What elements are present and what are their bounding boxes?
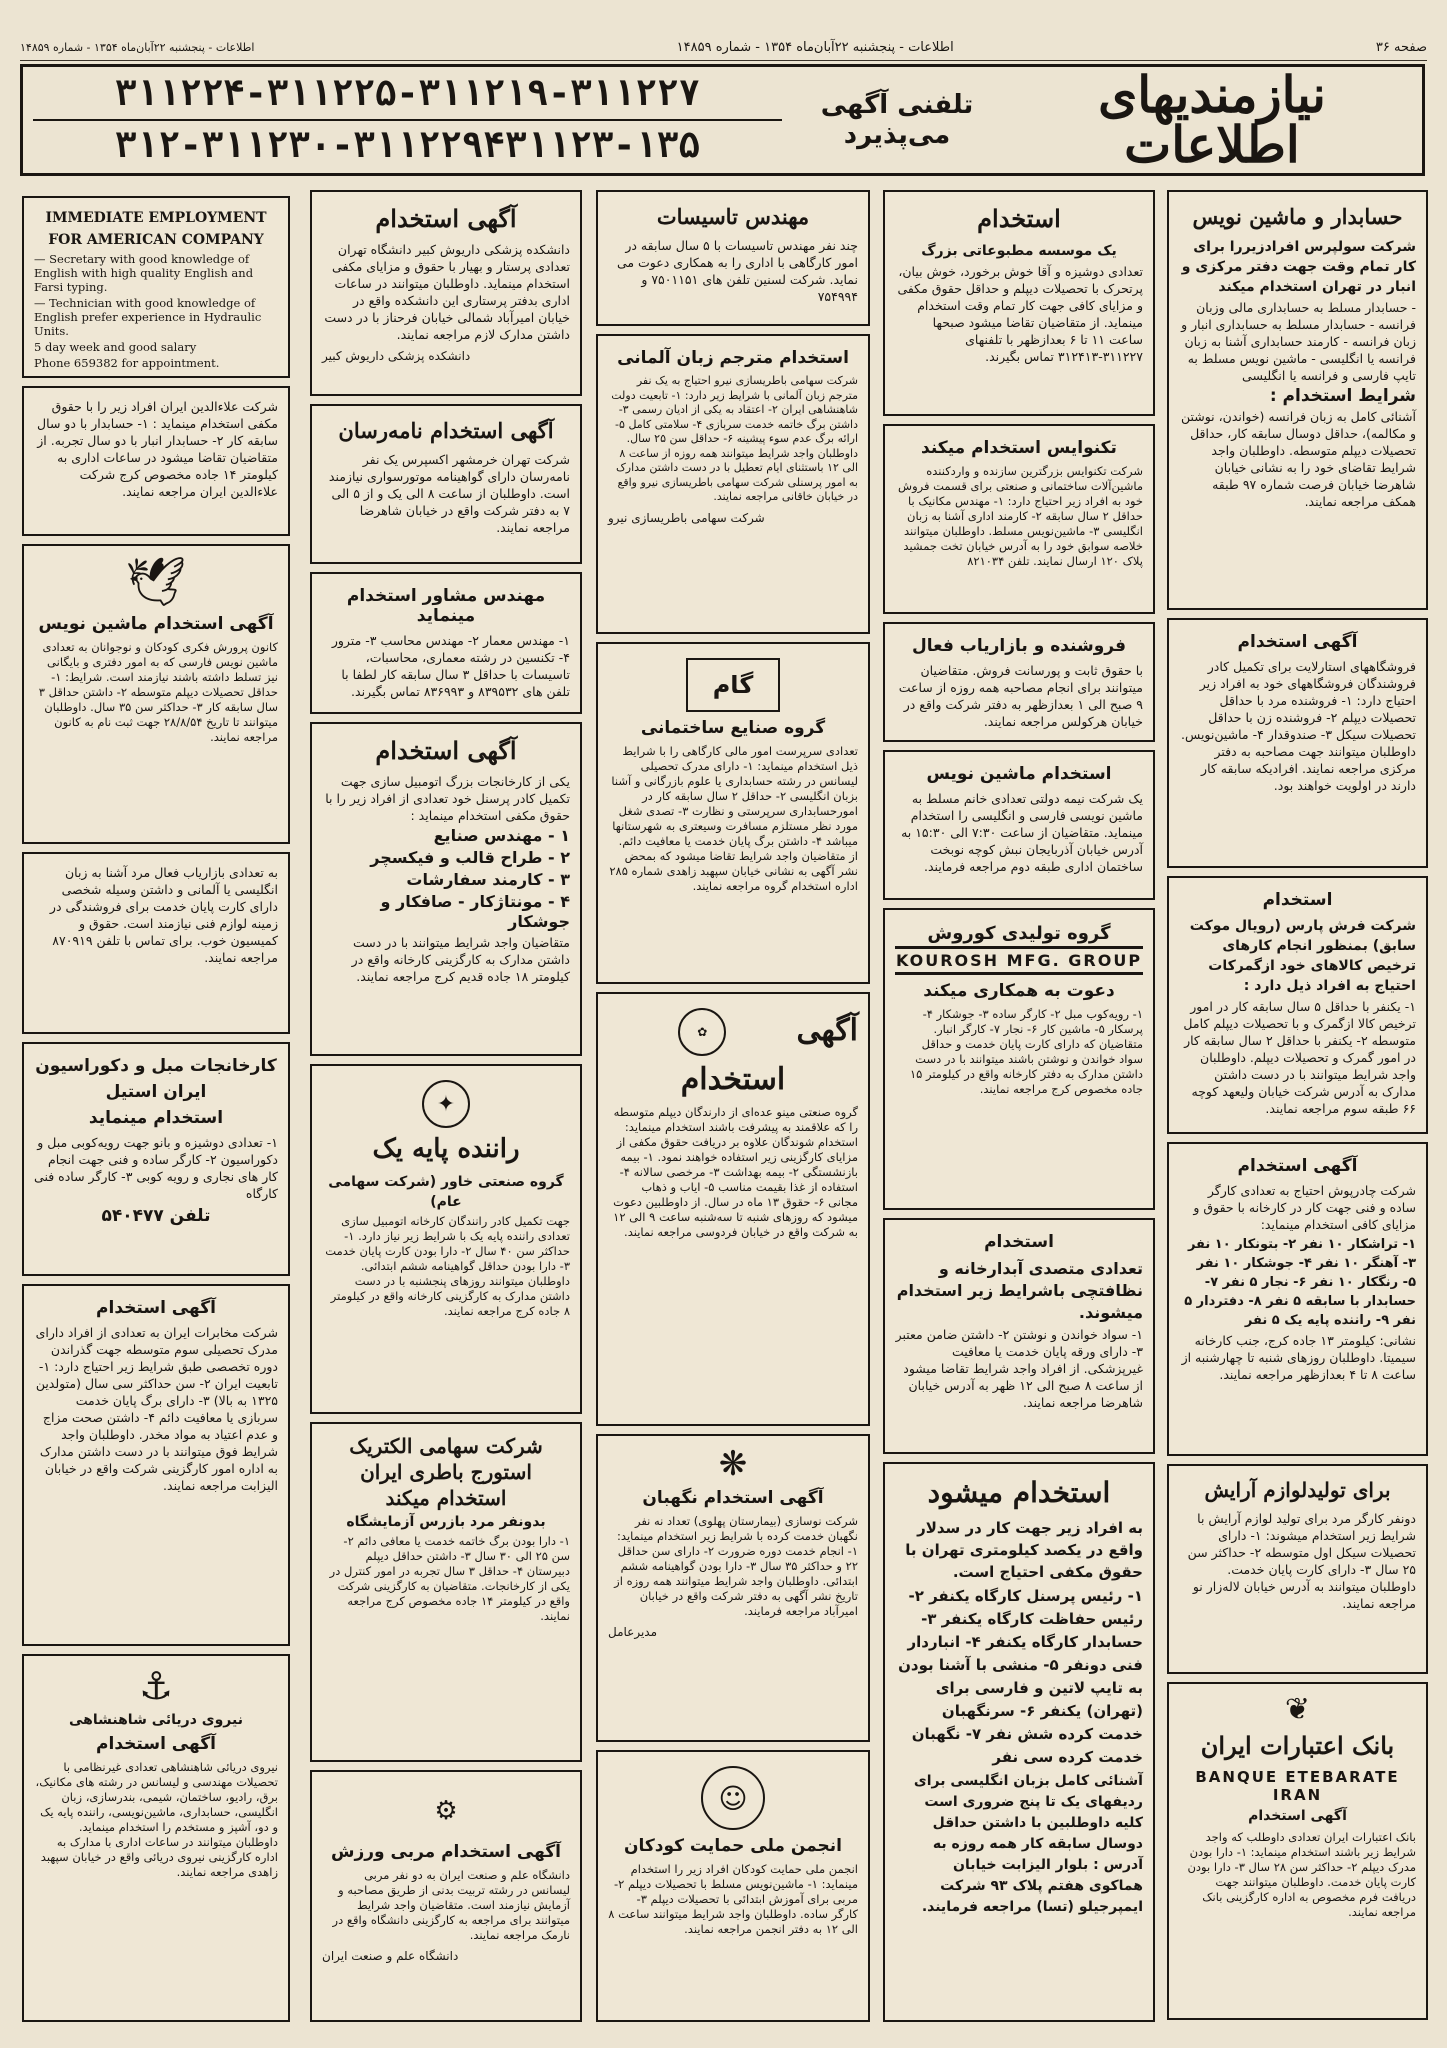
ad-carpet [1167, 876, 1428, 1134]
ad-body: ١- دارا بودن برگ خاتمه خدمت یا معافی دائم ٢- سن ٢۵ الی ٣٠ سال ٣- داشتن حداقل دیپلم دبیرستان ۴- حداقل ٣ سال تجربه در امور کنترل در یکی از کارخانجات. متقاضیان به کارگزینی شرکت واقع در کیلومتر ١۴ جاده مخصوص کرج مراجعه نمایند. [329, 1534, 570, 1623]
ad-title: حسابدار و ماشین نویس [1192, 204, 1403, 229]
ad-body: کانون پرورش فکری کودکان و نوجوانان به تعدادی ماشین نویس فارسی که به امور دفتری و بایگانی نیز تسلط داشته باشند نیازمند است. شرایط: ١- حداقل تحصیلات دیپلم متوسطه ٢- داشتن حداقل ٣ سال سابقه کار ٣- حداکثر سن ٣۵ سال. داوطلبان میتوانند تا تاریخ ٢٨/٨/۵۴ جهت ثبت نام به کانون مراجعه نمایند. [38, 640, 278, 744]
ad-khavar [310, 1064, 582, 1414]
ad-body: ١- مهندس معمار ٢- مهندس محاسب ٣- مترور ۴- تکنسین در رشته معماری، محاسبات، تاسیسات با حداقل ٣ سال سابقه کار لطفا با تلفن های ٨٣٩۵٣٢ و ٨٣۶٩٩٣ تماس بگیرند. [331, 633, 570, 699]
ad-hired-big [883, 1462, 1155, 2022]
ad-title: آگهی استخدام ماشین نویس [38, 614, 274, 634]
ad-accountant [1167, 190, 1428, 610]
ad-technowise [883, 424, 1155, 614]
ad-title: استخدام [1262, 890, 1333, 910]
ad-item-2: — Technician with good knowledge of English prefer experience in Hydraulic Units. [34, 296, 262, 338]
ad-list: - حسابدار مسلط به حسابداری مالی وزبان فرانسه - حسابدار مسلط به حسابداری انبار و زبان فرانسه - کارمند حسابداری آشنا به زبان فرانسه یا انگلیسی - ماشین نویس مسلط به تایپ فارسی و فرانسه یا انگلیسی [1181, 300, 1416, 383]
bank-emblem-icon: ❦ [1284, 1692, 1311, 1727]
kourosh-logo [895, 924, 1143, 975]
ad-kourosh [883, 908, 1155, 1210]
ad-intro: به افراد زیر جهت کار در سدلار واقع در یکصد کیلومتری تهران با حقوق مکفی احتیاج است. [905, 1519, 1143, 1581]
ad-title-1: شرکت سهامی الکتریک [349, 1434, 543, 1458]
ad-body: فروشگاههای استارلایت برای تکمیل کادر فروشندگان فروشگاههای خود به افراد زیر احتیاج دارد: ١- فروشنده مرد با حداقل تحصیلات دیپلم ٢- فروشنده زن با حداقل تحصیلات سیکل ٣- صندوقدار ۴- ماشین‌نویس. داوطلبان میتوانند جهت مصاحبه به دفتر مرکزی مراجعه نمایند. افرادیکه سابقه کار دارند در اولویت خواهند بود. [1181, 659, 1416, 793]
navy-logo-text: نیروی دریائی شاهنشاهی [69, 1712, 243, 1728]
ad-title: آگهی استخدام نامه‌رسان [338, 418, 554, 443]
mercedes-star-icon: ✦ [422, 1080, 470, 1128]
ad-title: گروه صنایع ساختمانی [640, 718, 826, 738]
bank-brand: بانک اعتبارات ایران [1200, 1731, 1395, 1760]
ad-engineer [596, 190, 870, 326]
ad-body: شرکت علاءالدین ایران افراد زیر را با حقوق مکفی استخدام مینماید : ١- حسابدار با دو سال سابقه کار ٢- حسابدار انبار با دو سال تجربه. از متقاضیان تقاضا میشود در ساعات اداری به کیلومتر ١۴ جاده مخصوص کرج شرکت علاءالدین ایران مراجعه نمایند. [37, 399, 278, 499]
ad-title: راننده پایه یک [372, 1134, 520, 1164]
ad-title-1: آگهی [796, 1012, 858, 1048]
ad-body-2: تعدادی دوشیزه و آقا خوش برخورد، خوش بیان، پرتحرک با تحصیلات دیپلم و حداقل حقوق مکفی و مزایای کافی جهت کار تمام وقت استخدام مینماید. از متقاضیان تقاضا میشود صبحها ساعت ١١ تا ۶ بعدازظهر با تلفنهای ٣١١٢٢٧-٣١٢۴١٣ تماس بگیرند. [897, 264, 1143, 364]
university-logo-icon: ⚙ [434, 1796, 458, 1826]
ad-hire-round [596, 992, 870, 1426]
issue-info-corner: اطلاعات - پنجشنبه ٢٢آبان‌ماه ١٣۵۴ - شماره ١۴٨۵٩ [20, 40, 255, 54]
ad-item-2: ٢ - طراح قالب و فیکسچر [370, 848, 570, 867]
ad-title: آگهی استخدام مربی ورزش [330, 1842, 561, 1862]
issue-info: اطلاعات - پنجشنبه ٢٢آبان‌ماه ١٣۵۴ - شماره ١۴٨۵٩ [676, 39, 954, 55]
ad-title: برای تولیدلوازم آرایش [1204, 1478, 1391, 1502]
ad-body: متقاضیان واجد شرایط میتوانند با در دست داشتن مدارک به کارگزینی کارخانه واقع در کیلومتر ١٨ جاده قدیم کرج مراجعه نمایند. [351, 935, 570, 984]
ad-conditions: آشنائی کامل به زبان فرانسه (خواندن، نوشتن و مکالمه)، حداقل دوسال سابقه کار، حداقل تحصیلات دیپلم متوسطه. داوطلبان واجد شرایط تقاضای خود را به نشانی خیابان شاهرضا خیابان فرصت شماره ۹٧ طبقه همکف مراجعه نمایند. [1180, 409, 1416, 509]
ad-sub-1: ایران استیل [105, 1082, 207, 1102]
ad-item-4: ۴ - مونتاژکار - صافکار و جوشکار [380, 892, 570, 931]
ad-title: آگهی استخدام [1237, 1156, 1358, 1176]
ad-furniture [22, 1042, 290, 1276]
ad-body: شرکت سهامی باطریسازی نیرو احتیاج به یک نفر مترجم زبان آلمانی با شرایط زیر دارد: ١- تابعیت دولت شاهنشاهی ایران ٢- اعتقاد به یکی از ادیان رسمی ٣- داشتن برگ خاتمه خدمت سربازی ۴- سلامتی کامل ۵- ارائه برگ عدم سوء پیشینه ۶- حداقل سن ٢۵ سال. داوطلبان واجد شرایط میتوانند همه روزه از ساعت ٨ الی ١٢ باستثنای ایام تعطیل با در دست داشتن مدارک به امور پرسنلی شرکت سهامی باطریسازی نیرو واقع در خیابان خاقانی مراجعه نمایند. [611, 374, 858, 503]
kourosh-logo-fa: گروه تولیدی کوروش [927, 923, 1111, 944]
ad-title: تکنوایس استخدام میکند [921, 438, 1117, 458]
ad-industrial [310, 722, 582, 1056]
ad-intro: یکی از کارخانجات بزرگ اتومبیل سازی جهت تکمیل کادر پرسنل خود تعدادی از افراد زیر را با حقوق مکفی استخدام مینماید : [325, 774, 570, 823]
ad-body: شرکت تکنوایس بزرگترین سازنده و واردکننده ماشین‌آلات ساختمانی و صنعتی برای قسمت فروش خود به افراد زیر احتیاج دارد: ١- مهندس مکانیک با حداقل ٢ سال سابقه ٢- کارمند اداری آشنا به زبان انگلیسی ٣- ماشین‌نویس مسلط. داوطلبان میتوانند خلاصه سوابق خود را به آدرس خیابان تخت جمشید پلاک ١٢٠ ارسال نمایند. تلفن ٨٢١٠٣۴ [898, 464, 1143, 568]
banner-brand: نیازمندیهای اطلاعات [1098, 65, 1326, 174]
ad-sport [310, 1770, 582, 2022]
ad-item-1: — Secretary with good knowledge of English with high quality English and Farsi typing. [34, 252, 254, 294]
phones-line-1: ٣١١٢٢۴-٣١١٢٢۵-٣١١٢٢٧-٣١١٢١٩ [33, 69, 782, 121]
ad-body: ١- تعدادی دوشیزه و بانو جهت رویه‌کوبی مبل و دکوراسیون ٢- کارگر ساده و فنی جهت انجام کار های نجاری و رویه کوبی ٣- کارگر ساده فنی کارگاه [34, 1135, 278, 1201]
gam-logo-text: گام [712, 671, 754, 699]
ad-body: انجمن ملی حمایت کودکان افراد زیر را استخدام مینماید: ١- ماشین‌نویس مسلط با تحصیلات دیپلم ٢- مربی برای آموزش ابتدائی با تحصیلات دیپلم ٣- کارگر ساده. داوطلبان واجد شرایط میتوانند ساعت ٨ الی ١٢ به دفتر انجمن مراجعه نمایند. [608, 1862, 858, 1936]
ad-marketer [22, 852, 290, 1034]
ad-title: مهندس تاسیسات [656, 204, 810, 229]
ad-letter-writer [310, 404, 582, 564]
ad-body: به تعدادی بازاریاب فعال مرد آشنا به زبان انگلیسی یا آلمانی و داشتن وسیله شخصی دارای کارت پایان خدمت برای فروشندگی در زمینه لوازم فنی نیازمند است. حقوق و کمیسیون خوب. برای تماس با تلفن ٨٧٠٩١٩ مراجعه نمایند. [49, 865, 278, 965]
ad-list: ١- رئیس پرسنل کارگاه یکنفر ٢- رئیس حفاظت کارگاه یکنفر ٣- حسابدار کارگاه یکنفر ۴- انباردار فنی دونفر ۵- منشی با آشنا بودن به تایپ لاتین و فارسی برای (تهران) یکنفر ۶- سرنگهبان خدمت کرده شش نفر ٧- نگهبان خدمت کرده سی نفر [898, 1587, 1143, 1766]
ad-building-group [596, 642, 870, 984]
ad-body: دانشکده پزشکی داریوش کبیر دانشگاه تهران تعدادی پرستار و بهیار با حقوق و مزایای مکفی استخدام مینماید. داوطلبان میتوانند در ساعات اداری بدفتر پرستاری این دانشکده واقع در خیابان امیرآباد شمالی خیابان فرحناز با در دست داشتن مدارک لازم مراجعه نمایند. [324, 242, 570, 342]
ad-body: نیروی دریائی شاهنشاهی تعدادی غیرنظامی با تحصیلات مهندسی و لیسانس در رشته های مکانیک، برق، رادیو، ساختمان، شیمی، بندرسازی، زبان انگلیسی، حسابداری، ماشین‌نویسی، راننده پایه یک و دو، آشپز و مستخدم را استخدام مینماید. داوطلبان میتوانند در ساعات اداری با مدارک به اداره کارگزینی نیروی دریائی واقع در خیابان سپهبد زاهدی مراجعه نمایند. [35, 1760, 278, 1879]
ad-title: استخدام میشود [927, 1476, 1111, 1509]
guard-emblem-icon: ❋ [718, 1444, 748, 1484]
ad-round-logo [608, 1002, 858, 1062]
ad-line-1: IMMEDIATE EMPLOYMENT [45, 210, 267, 226]
ad-title: استخدام ماشین نویس [926, 764, 1112, 784]
ad-typist [883, 750, 1155, 900]
kourosh-logo-en: KOUROSH MFG. GROUP [895, 946, 1143, 975]
anchor-emblem-icon: ⚓ [138, 1664, 174, 1708]
banner-accepts: تلفنی آگهی می‌پذیرد [820, 90, 974, 150]
ad-title: آگهی استخدام نگهبان [642, 1488, 824, 1508]
ad-kids [596, 1750, 870, 2022]
ad-body: یک شرکت نیمه دولتی تعدادی خانم مسلط به ماشین نویسی فارسی و انگلیسی را استخدام مینماید. متقاضیان از ساعت ٧:٣٠ الی ١۵:٣٠ به آدرس خیابان آذربایجان نبش کوچه نوبخت ساختمان اداری طبقه دوم مراجعه فرمایند. [901, 791, 1143, 874]
ad-cosmetics [1167, 1464, 1428, 1674]
ad-american [22, 196, 290, 378]
ad-title: آگهی استخدام [1237, 632, 1358, 652]
ad-footer: آشنائی کامل بزبان انگلیسی برای ردیفهای یک تا پنج ضروری است کلیه داوطلبین با داشتن حداقل دوسال سابقه کار همه روزه به آدرس : بلوار الیزابت خیابان هماکوی هفتم پلاک ٩٣ شرکت ایمپرجیلو (تسا) مراجعه فرمایند. [913, 1773, 1143, 1915]
ad-body-1: یک موسسه مطبوعاتی بزرگ [921, 243, 1117, 259]
classifieds-banner [20, 64, 1425, 176]
ad-title: آگهی استخدام [375, 204, 517, 233]
ad-signature: شرکت سهامی باطریسازی نیرو [608, 510, 765, 525]
ad-title: آگهی استخدام [375, 736, 517, 765]
ad-line-3: 5 day week and good salary [34, 340, 197, 354]
ad-consult [310, 572, 582, 714]
ad-battery [310, 1422, 582, 1762]
bank-brand-en: BANQUE ETEBARATE IRAN [1195, 1768, 1400, 1804]
ad-body: تعدادی سرپرست امور مالی کارگاهی را با شرایط ذیل استخدام مینماید: ١- دارای مدرک تحصیلی لیسانس در رشته حسابداری یا علوم بازرگانی و آشنا بزبان انگلیسی ٢- حداقل ٢ سال سابقه کار در امورحسابداری سرپرستی و نظارت ٣- تصدی شغل مورد نظر مستلزم مسافرت وسیعتری به شهرستانها میباشد ۴- داشتن برگ پایان خدمت یا معافیت دائم. از متقاضیان واجد شرایط تقاضا میشود که بمحض نشر آگهی به نشانی خیابان سپهبد زاهدی شماره ٢٨۵ اداره استخدام گروه مراجعه نمایند. [609, 744, 858, 893]
ad-title: آگهی استخدام [1248, 1808, 1347, 1824]
bird-logo-icon: 🕊 [125, 554, 187, 610]
ad-signature: دانشگاه علم و صنعت ایران [322, 1949, 459, 1963]
ad-worker-hire [1167, 1142, 1428, 1456]
banner-phones [23, 69, 792, 171]
ad-body-1: تعدادی متصدی آبدارخانه و نظافتچی باشرایط زیر استخدام میشوند. [896, 1259, 1143, 1322]
ad-signature: دانشکده پزشکی داریوش کبیر [322, 349, 471, 363]
ad-title: آگهی استخدام [96, 1734, 216, 1754]
ad-body: گروه صنعتی مینو عده‌ای از دارندگان دیپلم متوسطه را که علاقمند به پیشرفت باشند استخدام مینماید: استخدام شوندگان علاوه بر دریافت حقوق مکفی از مزایای کارگزینی زیر استفاده خواهند نمود. ١- بیمه بازنشستگی ٢- بیمه بهداشت ٣- مرخصی سالانه ۴- استفاده از غذا بقیمت مناسب ۵- ایاب و ذهاب مجانی ۶- حقوق ١٣ ماه در سال. از داوطلبین دعوت میشود که روزهای شنبه تا سه‌شنبه ساعت ٩ الی ١٢ به شرکت واقع در خیابان فردوسی مراجعه نمایند. [613, 1105, 858, 1239]
ad-guard [596, 1434, 870, 1742]
ad-title: آگهی استخدام [96, 1298, 216, 1318]
ad-body: بانک اعتبارات ایران تعدادی داوطلب که واجد شرایط زیر باشند استخدام مینماید: ١- دارا بودن مدرک دیپلم ٢- حداکثر سن ٢٨ سال ٣- دارا بودن کارت پایان خدمت. داوطلبان میتوانند جهت دریافت فرم مخصوص به اداره کارگزینی بانک مراجعه نمایند. [1187, 1830, 1416, 1919]
ad-title: استخدام مترجم زبان آلمانی [617, 348, 849, 368]
ad-body: ١- رویه‌کوب مبل ٢- کارگر ساده ٣- جوشکار ۴- پرسکار ۵- ماشین کار ۶- نجار ٧- کارگر انبار. متقاضیان که دارای کارت پایان خدمت و حداقل سواد خواندن و نوشتن باشند میتوانند با در دست داشتن مدارک به دفتر کارخانه واقع در کیلومتر ١۵ جاده مخصوص کرج مراجعه نمایند. [909, 1007, 1143, 1096]
ad-body-1: شرکت فرش پارس (رویال موکت سابق) بمنظور انجام کارهای ترخیص کالاهای خود ازگمرکات احتیاج به افراد ذیل دارد : [1189, 918, 1416, 994]
page-number: صفحه ٣۶ [1375, 39, 1427, 55]
ad-title: دعوت به همکاری میکند [923, 981, 1115, 1001]
ad-line-2: FOR AMERICAN COMPANY [48, 232, 264, 248]
ad-title: استخدام [977, 204, 1061, 233]
ad-line-4: Phone 659382 for appointment. [34, 356, 220, 370]
ad-title: فروشنده و بازاریاب فعال [912, 636, 1126, 656]
ad-body: شرکت سولپرس افرادزیررا برای کار تمام وقت جهت دفتر مرکزی و انبار در تهران استخدام میکند [1181, 239, 1416, 295]
phones-line-2: ٣١١٢٢٩-٣١١٢٣٠-٣١٢۴١٣-٣١١٢٣۵ [114, 125, 701, 166]
ad-note: نشانی: کیلومتر ١٣ جاده کرج، جنب کارخانه سیمیتا. داوطلبان روزهای شنبه تا چهارشنبه از ساعت ٨ تا ۴ بعدازظهر مراجعه نمایند. [1181, 1333, 1416, 1382]
ad-translator [596, 334, 870, 634]
ad-title-2: استخدام [680, 1062, 786, 1097]
kids-logo-icon: ☺ [701, 1766, 765, 1830]
ad-body: با حقوق ثابت و پورسانت فروش. متقاضیان میتوانند برای انجام مصاحبه همه روزه از ساعت ٩ صبح الی ١ بعدازظهر به دفتر شرکت واقع در خیابان هرکولس مراجعه نمایند. [898, 663, 1143, 729]
ad-alaeddin [22, 386, 290, 536]
ad-body: شرکت چادرپوش احتیاج به تعدادی کارگر ساده و فنی جهت کار در کارخانه با حقوق و مزایای کافی استخدام مینماید: [1193, 1183, 1416, 1232]
ad-body: شرکت مخابرات ایران به تعدادی از افراد دارای مدرک تحصیلی سوم متوسطه جهت گذراندن دوره تخصصی طبق شرایط زیر احتیاج دارد: ١- تابعیت ایران ٢- سن حداکثر سی سال (متولدین ١٣٢۵ به بالا) ٣- دارای برگ پایان خدمت سربازی یا معافیت دائم ۴- داشتن صحت مزاج و عدم اعتیاد به مواد مخدر. داوطلبان واجد شرایط فوق میتوانند با در دست داشتن مدارک به اداره امور کارگزینی شرکت واقع در خیابان الیزابت مراجعه نمایند. [35, 1325, 278, 1493]
ad-list: ١- تراشکار ١٠ نفر ٢- بتونکار ١٠ نفر ٣- آهنگر ١٠ نفر ۴- جوشکار ١٠ نفر ۵- رنگکار ١٠ نفر ۶- نجار ۵ نفر ٧- حسابدار با سابقه ۵ نفر ٨- دفتردار ۵ نفر ٩- راننده پایه یک ۵ نفر [1184, 1237, 1416, 1328]
ad-telecom [22, 1284, 290, 1646]
ad-body: شرکت نوسازی (بیمارستان پهلوی) تعداد نه نفر نگهبان خدمت کرده با شرایط زیر استخدام مینماید: ١- انجام خدمت دوره ضرورت ٢- دارای سن حداقل ٢٢ و حداکثر ٣۵ سال ٣- دارا بودن گواهینامه ششم ابتدائی. داوطلبان واجد شرایط میتوانند همه روزه از تاریخ نشر آگهی به دفتر شرکت واقع در خیابان امیرآباد مراجعه فرمایند. [614, 1514, 858, 1618]
ad-body: دانشگاه علم و صنعت ایران به دو نفر مربی لیسانس در رشته تربیت بدنی از طریق مصاحبه و آزمایش نیازمند است. متقاضیان واجد شرایط میتوانند برای مراجعه به کارگزینی دانشگاه واقع در نارمک مراجعه نمایند. [332, 1868, 570, 1942]
ad-hire-sellers [1167, 618, 1428, 868]
ad-sub: گروه صنعتی خاور (شرکت سهامی عام) [328, 1174, 564, 1210]
ad-body: شرکت تهران خرمشهر اکسپرس یک نفر نامه‌رسان دارای گواهینامه موتورسواری نیازمند است. داوطلبان از ساعت ٨ الی یک و از ۵ الی ٧ به دفتر شرکت واقع در خیابان شاهرضا مراجعه نمایند. [328, 452, 570, 535]
ad-body: دونفر کارگر مرد برای تولید لوازم آرایش با شرایط زیر استخدام میشوند: ١- دارای تحصیلات سیکل اول متوسطه ٢- حداکثر سن ٢۵ سال ٣- دارای کارت پایان خدمت. داوطلبان میتوانند به آدرس خیابان لاله‌زار نو مراجعه نمایند. [1187, 1511, 1416, 1611]
ad-title: مهندس مشاور استخدام مینماید [346, 586, 546, 626]
ad-body-2: ١- یکنفر با حداقل ۵ سال سابقه کار در امور ترخیص کالا ازگمرک و با تحصیلات دیپلم کامل متوسطه ٢- یکنفر با حداقل ٢ سال سابقه کار در امور گمرک و تحصیلات دیپلم. داوطلبان واجد شرایط میتوانند با در دست داشتن مدارک به آدرس شرکت خیابان ولیعهد کوچه ۶۶ طبقه سوم مراجعه نمایند. [1183, 999, 1416, 1116]
ad-title: انجمن ملی حمایت کودکان [623, 1836, 843, 1856]
gam-logo-icon [686, 658, 780, 712]
ad-body: جهت تکمیل کادر رانندگان کارخانه اتومبیل سازی تعدادی راننده پایه یک با شرایط زیر نیاز دارد. ١- حداکثر سن ۴٠ سال ٢- دارا بودن کارت پایان خدمت ٣- دارا بودن حداقل گواهینامه ششم ابتدائی. داوطلبان میتوانند روزهای پنجشنبه با در دست داشتن مدارک به کارگزینی کارخانه واقع در کیلومتر ٨ جاده کرج مراجعه نمایند. [325, 1214, 570, 1318]
ad-hire-staff [883, 1218, 1155, 1454]
ad-bank [1167, 1682, 1428, 2020]
ad-phone: تلفن ۵۴٠۴٧٧ [101, 1206, 211, 1226]
ad-title-2: استورج باطری ایران [360, 1460, 532, 1484]
khavar-logo [322, 1080, 570, 1128]
ad-signature: مدیرعامل [608, 1625, 658, 1639]
ad-title: استخدام [984, 1232, 1054, 1252]
ad-sub-2: استخدام مینماید [88, 1108, 224, 1128]
ad-body-2: ١- سواد خواندن و نوشتن ٢- داشتن ضامن معتبر ٣- دارای ورقه پایان خدمت یا معافیت غیرپزشکی. از افراد واجد شرایط تقاضا میشود از ساعت ٨ صبح الی ١٢ ظهر به آدرس خیابان شاهرضا مراجعه نمایند. [895, 1327, 1143, 1410]
ad-daryoush [310, 190, 582, 396]
ad-item-1: ١ - مهندس صنایع [433, 826, 570, 845]
ad-typist2 [22, 544, 290, 844]
ad-title: کارخانجات مبل و دکوراسیون [35, 1056, 277, 1076]
minoo-logo-icon: ✿ [678, 1008, 726, 1056]
ad-conditions-title: شرایط استخدام : [1269, 386, 1416, 406]
ad-seller-marketer [883, 622, 1155, 742]
ad-item-3: ٣ - کارمند سفارشات [406, 870, 570, 889]
ad-body: چند نفر مهندس تاسیسات با ۵ سال سابقه در امور کارگاهی با اداری را به همکاری دعوت می نماید. شرکت لسنین تلفن های ٧۵٠١١۵١ و ٧۵۴٩٩۴ [616, 238, 858, 304]
page-header [20, 34, 1427, 61]
ad-printing [883, 190, 1155, 416]
ad-sub: بدونفر مرد بازرس آزمایشگاه [346, 1514, 546, 1530]
ad-title-3: استخدام میکند [385, 1486, 507, 1510]
ad-navy [22, 1654, 290, 2022]
